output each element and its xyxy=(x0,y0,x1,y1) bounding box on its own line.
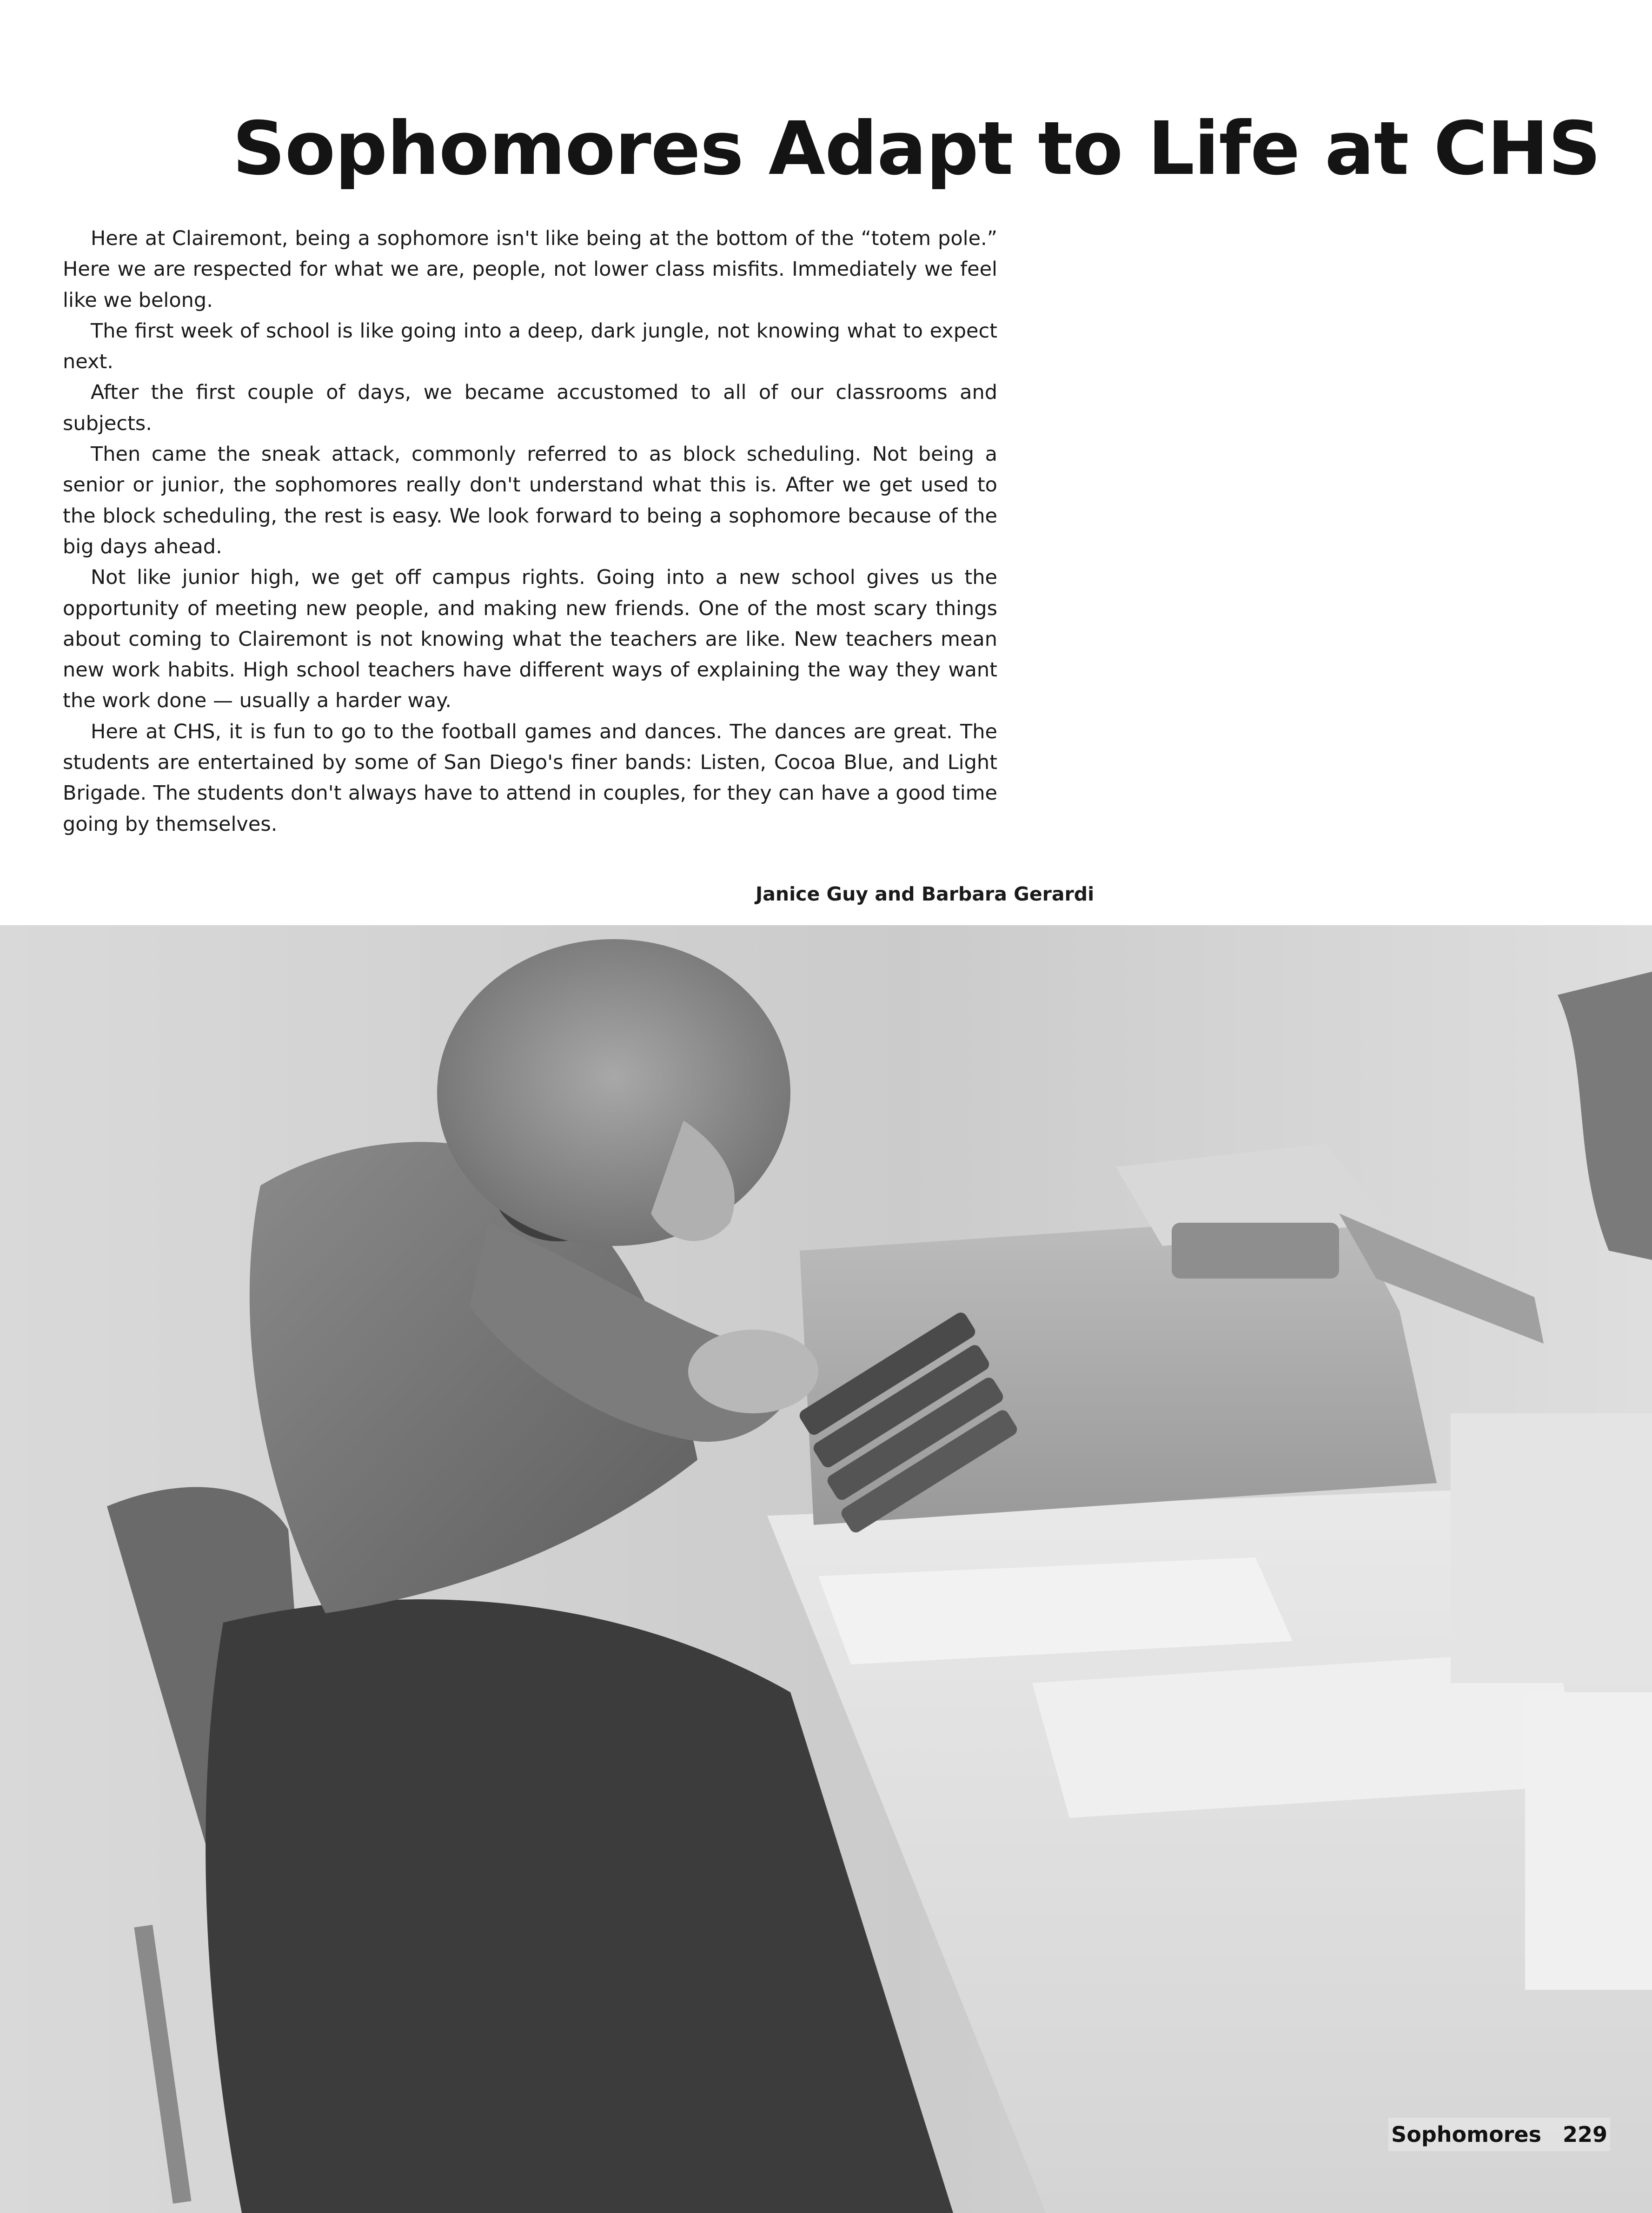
page-number: 229 xyxy=(1562,2122,1607,2147)
article-paragraph: After the first couple of days, we became accustomed to all of our classrooms and subjects. xyxy=(63,381,997,435)
typewriter-knob xyxy=(1172,1223,1339,1279)
article-paragraph: Not like junior high, we get off campus rights. Going into a new school gives us the opportunity of meeting new people, and making new friends. One of the most scary things about coming to Clairemont is not knowing what the teachers are like. New teachers mean new work habits. High school teachers have different ways of explaining the way they want the work done — usually a harder way. xyxy=(63,566,997,713)
student-hair xyxy=(437,939,790,1246)
article-paragraph: The first week of school is like going into a deep, dark jungle, not knowing what to expect next. xyxy=(63,319,997,374)
page-footer xyxy=(1388,2118,1610,2151)
typing-student-photo xyxy=(0,925,1652,2213)
section-name: Sophomores xyxy=(1391,2122,1541,2147)
article-paragraph: Here at Clairemont, being a sophomore isn't like being at the bottom of the “totem pole.” Here we are respected for what we are, people, not lower class misfits. Immediately we feel like we belong. xyxy=(63,227,997,312)
article-paragraph: Then came the sneak attack, commonly referred to as block scheduling. Not being a senior or junior, the sophomores really don't understand what this is. After we get used to the block scheduling, the rest is easy. We look forward to being a sophomore because of the big days ahead. xyxy=(63,443,997,558)
article-body xyxy=(63,223,997,840)
student-hand xyxy=(688,1330,818,1413)
equipment-box xyxy=(1451,1413,1652,1683)
author-byline: Janice Guy and Barbara Gerardi xyxy=(756,883,1095,905)
equipment-box xyxy=(1525,1692,1652,1990)
photo-illustration xyxy=(0,925,1652,2213)
article-paragraph: Here at CHS, it is fun to go to the football games and dances. The dances are great. The students are entertained by some of San Diego's finer bands: Listen, Cocoa Blue, and Light Brigade. The students don't always have to attend in couples, for they can have a good time going by themselves. xyxy=(63,720,997,836)
page-title: Sophomores Adapt to Life at CHS xyxy=(232,106,1601,192)
